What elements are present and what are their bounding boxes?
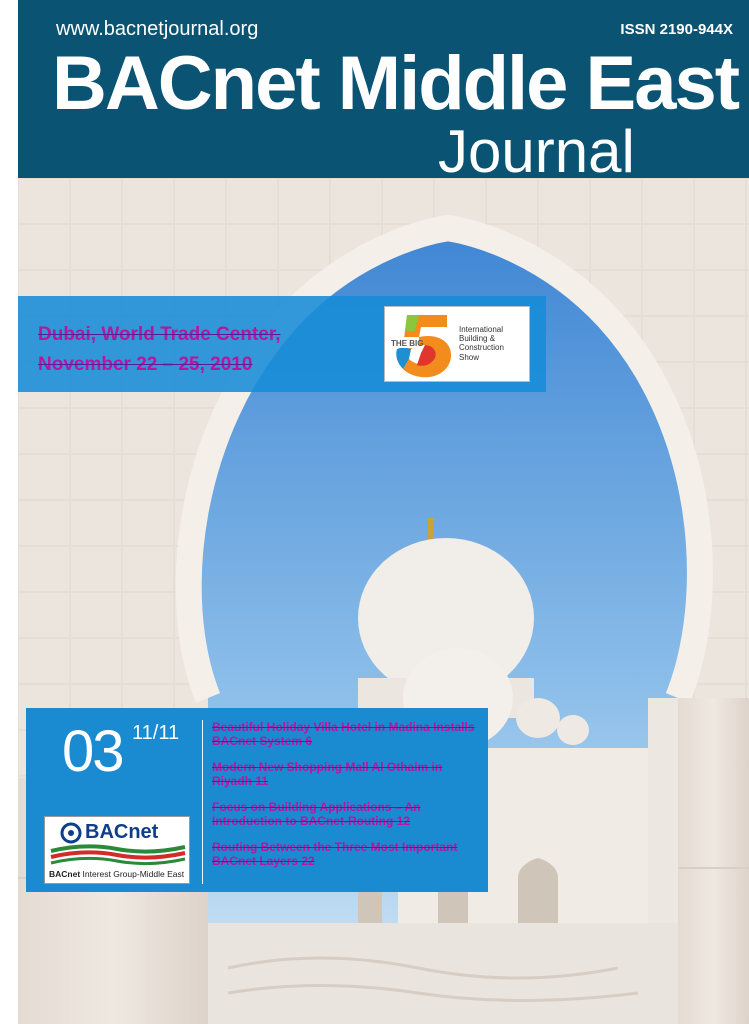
big5-logo	[384, 306, 530, 382]
toc-item[interactable]: Focus on Building Applications – An Introduction to BACnet-Routing 12	[212, 800, 421, 828]
journal-subtitle: Journal	[438, 118, 635, 185]
issue-number: 03	[62, 719, 123, 784]
issn-number: ISSN 2190-944X	[620, 21, 733, 38]
table-of-contents	[212, 720, 482, 880]
website-url[interactable]: www.bacnetjournal.org	[56, 18, 259, 40]
toc-divider	[202, 720, 203, 884]
toc-item[interactable]: Routing Between the Three Most Important BACnet Layers 22	[212, 840, 458, 868]
journal-title: BACnet Middle East	[52, 41, 739, 126]
event-dates: November 22 – 25, 2010	[38, 354, 253, 375]
big5-mark-icon	[389, 307, 459, 381]
big5-label: International Building & Construction Show	[459, 325, 504, 362]
issue-box	[26, 708, 488, 892]
bacnet-wordmark: BACnet	[85, 821, 159, 843]
toc-item[interactable]: Modern New Shopping Mall Al Othaim in Riyadh 11	[212, 760, 443, 788]
issue-date: 11/11	[132, 722, 180, 744]
event-location: Dubai, World Trade Center,	[38, 324, 281, 345]
event-banner	[18, 296, 546, 392]
bacnet-logo	[44, 816, 190, 884]
big5-badge: THE BIG	[391, 339, 424, 348]
bacnet-caption: BACnet Interest Group-Middle East	[49, 869, 185, 879]
toc-item[interactable]: Beautiful Holiday Villa Hotel in Madina Installs BACnet System 6	[212, 720, 475, 748]
masthead	[18, 0, 749, 185]
